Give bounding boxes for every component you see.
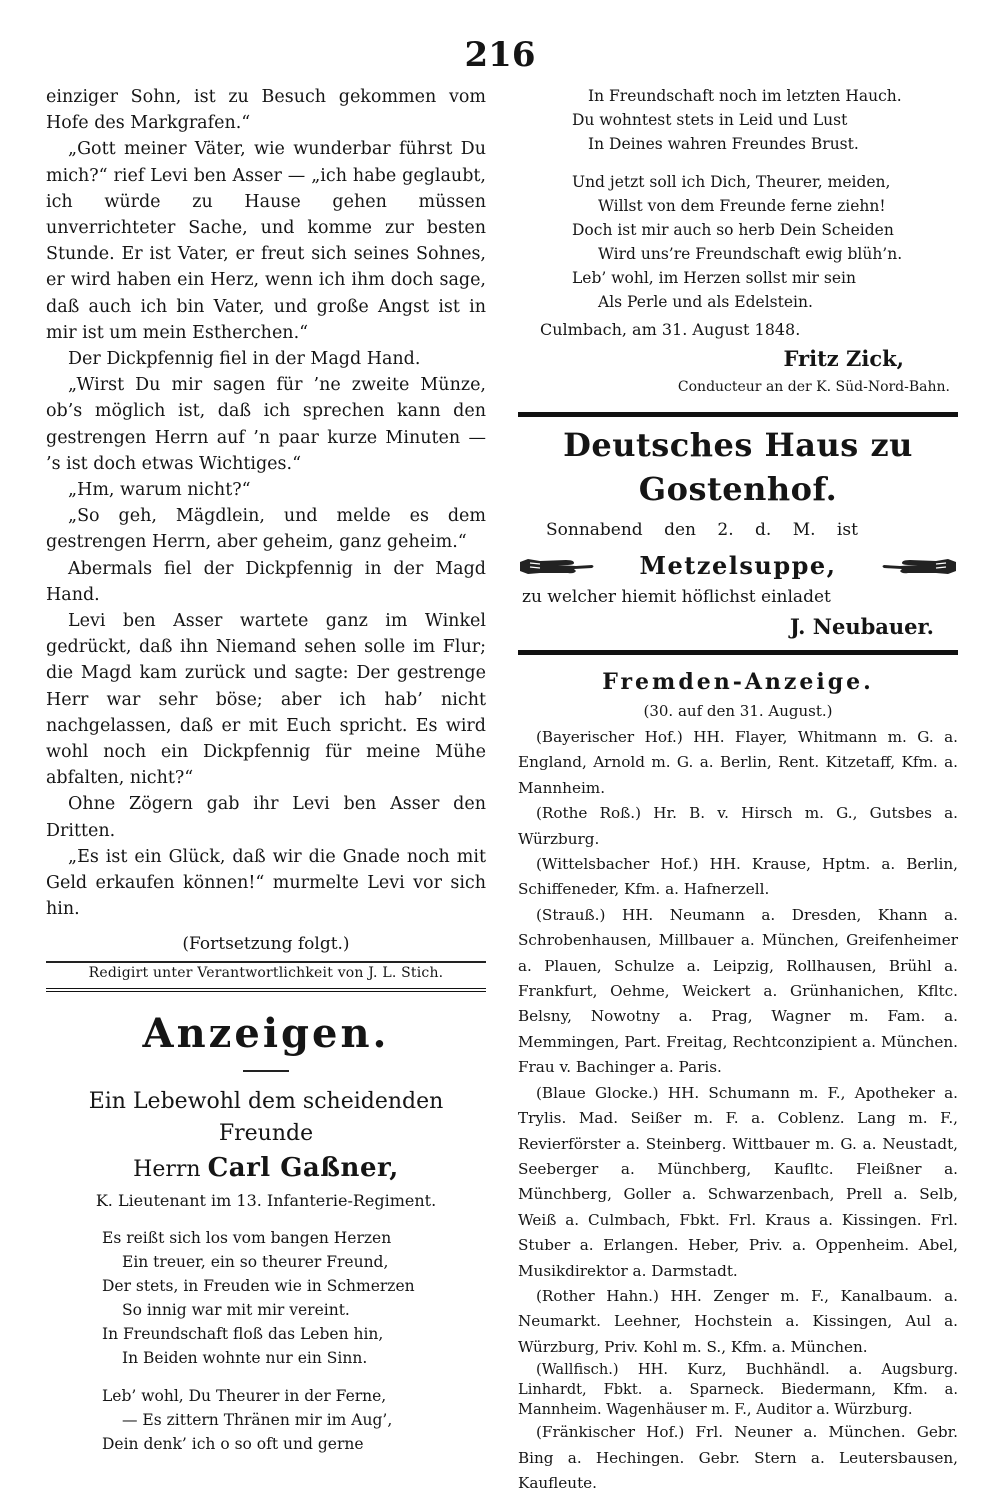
poem-line: In Freundschaft floß das Leben hin, xyxy=(102,1324,384,1343)
recipient-prefix: Herrn xyxy=(133,1156,201,1182)
poem-line: Der stets, in Freuden wie in Schmerzen xyxy=(102,1276,415,1295)
poem-line: Leb’ wohl, im Herzen sollst mir sein xyxy=(572,269,856,287)
story-text xyxy=(46,84,486,923)
guest-list xyxy=(518,725,958,1496)
poem-line: Wird uns’re Freundschaft ewig blüh’n. xyxy=(598,245,903,263)
editor-line: Redigirt unter Verantwortlichkeit von J. L. Stich. xyxy=(46,963,486,992)
farewell-recipient xyxy=(46,1150,486,1188)
poem-stanza xyxy=(46,1226,486,1370)
right-column xyxy=(518,84,958,1496)
poem-line: Du wohntest stets in Leid und Lust xyxy=(572,111,848,129)
continuation-note: (Fortsetzung folgt.) xyxy=(182,933,350,954)
poem-line: Ein treuer, ein so theurer Freund, xyxy=(122,1252,389,1271)
story-paragraph: Levi ben Asser wartete ganz im Winkel gedrückt, daß ihn Niemand sehen solle im Flur; die Magd kam zurück und sagte: Der gestrenge Herr war sehr böse; aber ich hab’ nicht nachgelassen, daß er mit Euch spricht. Es wird wohl noch ein Dickpfennig für meine Mühe abfalten, nicht?“ xyxy=(46,611,486,789)
divider xyxy=(518,650,958,655)
poem-line: Willst von dem Freunde ferne ziehn! xyxy=(598,197,886,215)
divider xyxy=(243,1070,289,1072)
poem-line: In Deines wahren Freundes Brust. xyxy=(588,135,859,153)
poem-line: Doch ist mir auch so herb Dein Scheiden xyxy=(572,221,894,239)
signature-role: Conducteur an der K. Süd-Nord-Bahn. xyxy=(677,379,950,395)
recipient-name: Carl Gaßner, xyxy=(207,1152,399,1183)
recipient-rank: K. Lieutenant im 13. Infanterie-Regiment. xyxy=(95,1190,437,1210)
guest-list-entry: (Rother Hahn.) HH. Zenger m. F., Kanalbaum. a. Neumarkt. Leehner, Hochstein a. Kissingen, Aul a. Würzburg, Priv. Kohl m. S., Kfm. a. München. xyxy=(518,1286,958,1356)
story-paragraph: „Wirst Du mir sagen für ’ne zweite Münze, ob’s möglich ist, daß ich sprechen kann den gestrengen Herrn auf ’n paar kurze Minuten — ’s ist doch etwas Wichtiges.“ xyxy=(46,375,486,474)
story-paragraph: „So geh, Mägdlein, und melde es dem gestrengen Herrn, aber geheim, ganz geheim.“ xyxy=(46,506,486,553)
guest-list-entry: (Fränkischer Hof.) Frl. Neuner a. München. Gebr. Bing a. Hechingen. Gebr. Stern a. Leutersbausen, Kaufleute. xyxy=(518,1423,958,1492)
divider xyxy=(518,412,958,417)
poem-line: Leb’ wohl, Du Theurer in der Ferne, xyxy=(102,1386,387,1405)
guest-list-entry: (Wallfisch.) HH. Kurz, Buchhändl. a. Augsburg. Linhardt, Fbkt. a. Sparneck. Biedermann, Kfm. a. Mannheim. Wagenhäuser m. F., Auditor a. Würzburg. xyxy=(518,1361,958,1419)
farewell-title: Ein Lebewohl dem scheidenden Freunde xyxy=(88,1088,444,1146)
left-column xyxy=(46,84,486,1456)
invitation-line: zu welcher hiemit höflichst einladet xyxy=(522,587,831,607)
story-paragraph: „Gott meiner Väter, wie wunderbar führst Du mich?“ rief Levi ben Asser — „ich habe geglaubt, ich würde zu Hause gehen müssen unverrichteter Sache, und komme zur besten Stunde. Er ist Vater, er freut sich seines Sohnes, er wird haben ein Herz, wenn ich ihm doch sage, daß auch ich bin Vater, und große Angst ist in mir ist um mein Estherchen.“ xyxy=(46,139,486,343)
event-date: Sonnabend den 2. d. M. ist xyxy=(546,520,858,540)
place-date: Culmbach, am 31. August 1848. xyxy=(540,320,801,339)
guest-list-entry: (Rothe Roß.) Hr. B. v. Hirsch m. G., Gutsbes a. Würzburg. xyxy=(518,804,958,848)
poem-stanza xyxy=(518,84,958,156)
story-paragraph: Ohne Zögern gab ihr Levi ben Asser den Dritten. xyxy=(46,794,486,841)
guest-list-heading: Fremden-Anzeige. xyxy=(602,669,874,695)
poem-line: In Beiden wohnte nur ein Sinn. xyxy=(122,1348,368,1367)
guest-list-entry: (Strauß.) HH. Neumann a. Dresden, Khann a. Schrobenhausen, Millbauer a. München, Greifenheimer a. Plauen, Schulze a. Leipzig, Rollhausen, Brühl a. Frankfurt, Oehme, Weickert a. Grünhanichen, Kfltc. Belsny, Nowotny a. Prag, Wagner m. Fam. a. Memmingen, Part. Freitag, Rechtconzipient a. München. Frau v. Bachinger a. Paris. xyxy=(518,905,958,1077)
pointing-hand-right-icon xyxy=(518,552,596,580)
poem-line: So innig war mit mir vereint. xyxy=(122,1300,350,1319)
guest-list-entry: (Wittelsbacher Hof.) HH. Krause, Hptm. a. Berlin, Schiffeneder, Kfm. a. Hafnerzell. xyxy=(518,855,958,899)
pointing-hand-left-icon xyxy=(880,552,958,580)
poem-line: In Freundschaft noch im letzten Hauch. xyxy=(588,87,902,105)
guest-list-entry: (Bayerischer Hof.) HH. Flayer, Whitmann m. G. a. England, Arnold m. G. a. Berlin, Rent. Kitzetaff, Kfm. a. Mannheim. xyxy=(518,728,958,797)
signature-name: Fritz Zick, xyxy=(783,346,904,371)
poem-line: Als Perle und als Edelstein. xyxy=(598,293,813,311)
poem-stanza xyxy=(518,170,958,314)
story-paragraph: Abermals fiel der Dickpfennig in der Magd Hand. xyxy=(46,558,486,605)
guest-list-date: (30. auf den 31. August.) xyxy=(643,702,833,720)
story-paragraph: „Es ist ein Glück, daß wir die Gnade noch mit Geld erkaufen können!“ murmelte Levi vor sich hin. xyxy=(46,846,486,920)
ads-heading: Anzeigen. xyxy=(142,1009,390,1057)
story-paragraph: „Hm, warum nicht?“ xyxy=(68,480,251,501)
guest-list-entry: (Blaue Glocke.) HH. Schumann m. F., Apotheker a. Trylis. Mad. Seißer m. F. a. Coblenz. Lang m. F., Revierförster a. Steinberg. Wittbauer m. G. a. Neustadt, Seeberger a. Münchberg, Kaufltc. Fleißner a. Münchberg, Goller a. Schwarzenbach, Prell a. Selb, Weiß a. Culmbach, Fbkt. Frl. Kraus a. Kissingen. Frl. Stuber a. Erlangen. Heber, Priv. a. Oppenheim. Abel, Musikdirektor a. Darmstadt. xyxy=(518,1083,958,1280)
inn-heading: Deutsches Haus zu Gostenhof. xyxy=(563,426,913,508)
story-paragraph: Der Dickpfennig fiel in der Magd Hand. xyxy=(68,349,421,370)
story-paragraph: einziger Sohn, ist zu Besuch gekommen vom Hofe des Markgrafen.“ xyxy=(46,87,486,134)
poem-line: Dein denk’ ich o so oft und gerne xyxy=(102,1434,364,1453)
page-number: 216 xyxy=(464,35,536,75)
soup-announcement xyxy=(518,551,958,580)
poem-line: Und jetzt soll ich Dich, Theurer, meiden, xyxy=(572,173,891,191)
poem-stanza xyxy=(46,1384,486,1456)
soup-title: Metzelsuppe, xyxy=(639,551,837,580)
host-name: J. Neubauer. xyxy=(789,614,934,639)
poem-line: — Es zittern Thränen mir im Aug’, xyxy=(122,1410,393,1429)
poem-line: Es reißt sich los vom bangen Herzen xyxy=(102,1228,392,1247)
